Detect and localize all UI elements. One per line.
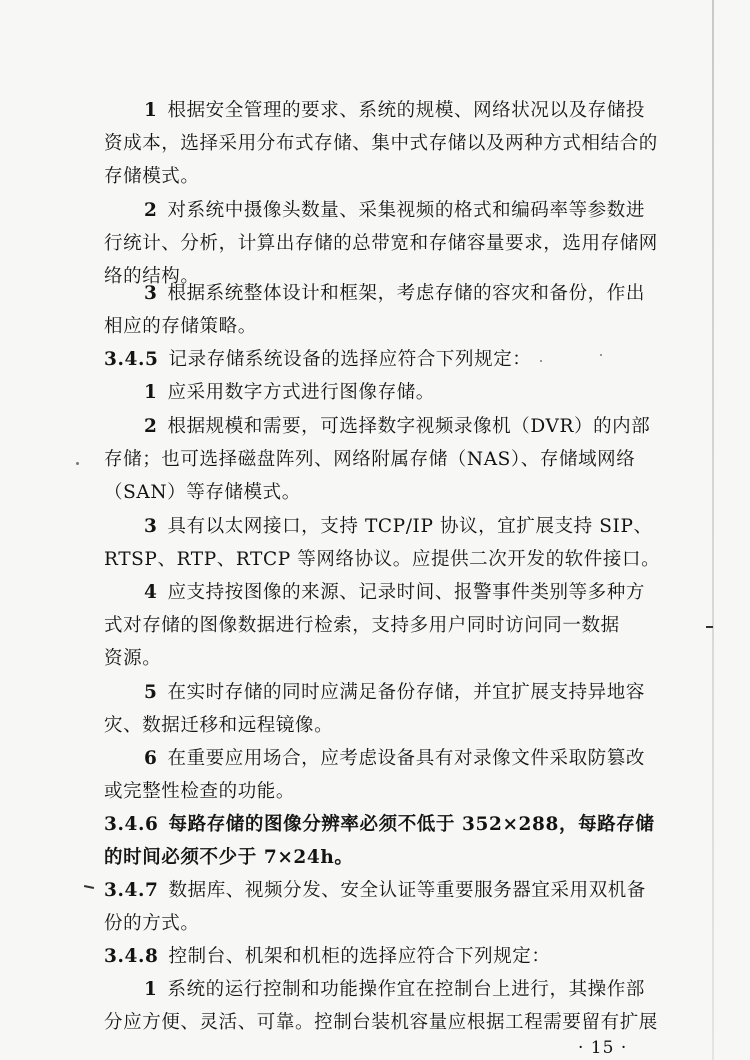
clause-number: 3.4.7 (104, 880, 159, 901)
item-1-line-2 (104, 131, 658, 157)
line-text: 存储；也可选择磁盘阵列、网络附属存储（NAS）、存储域网络 (104, 449, 636, 470)
clause-3-4-5-item-2-line-1 (144, 414, 650, 440)
item-text: 根据规模和需要，可选择数字视频录像机（DVR）的内部 (167, 416, 651, 437)
page-number: · 15 · (578, 1038, 628, 1058)
item-1-line-3 (104, 164, 200, 190)
clause-3-4-5-item-4-line-1 (144, 580, 645, 606)
clause-3-4-5-item-3-line-1 (144, 514, 653, 540)
clause-3-4-8-heading (104, 944, 551, 970)
clause-number: 3.4.6 (104, 814, 159, 835)
item-text: 对系统中摄像头数量、采集视频的格式和编码率等参数进 (167, 200, 645, 221)
item-text: 根据安全管理的要求、系统的规模、网络状况以及存储投 (167, 100, 645, 121)
item-number: 2 (144, 416, 158, 437)
clause-text: 记录存储系统设备的选择应符合下列规定： (168, 349, 532, 370)
item-text: 应支持按图像的来源、记录时间、报警事件类别等多种方 (167, 582, 645, 603)
line-text: 资源。 (104, 648, 162, 669)
line-text: 分应方便、灵活、可靠。控制台装机容量应根据工程需要留有扩展 (104, 1012, 658, 1033)
line-text: 或完整性检查的功能。 (104, 781, 296, 802)
item-1-line-1 (144, 98, 645, 124)
scan-mark (706, 626, 713, 628)
item-text: 根据系统整体设计和框架，考虑存储的容灾和备份，作出 (167, 283, 645, 304)
scan-speck (76, 462, 79, 465)
item-2-line-2 (104, 231, 658, 257)
item-text: 在重要应用场合，应考虑设备具有对录像文件采取防篡改 (167, 748, 645, 769)
clause-text: 数据库、视频分发、安全认证等重要服务器宜采用双机备 (168, 880, 647, 901)
line-text: 份的方式。 (104, 913, 200, 934)
clause-3-4-5-item-3-line-2 (104, 547, 660, 573)
item-number: 5 (144, 682, 158, 703)
line-text: RTSP、RTP、RTCP 等网络协议。应提供二次开发的软件接口。 (104, 549, 661, 570)
line-text: 资成本，选择采用分布式存储、集中式存储以及两种方式相结合的 (104, 133, 658, 154)
item-3-line-1 (144, 281, 645, 307)
clause-3-4-5-item-2-line-3 (104, 480, 301, 506)
clause-3-4-5-item-6-line-2 (104, 779, 295, 805)
clause-3-4-5-heading (104, 347, 531, 373)
item-number: 3 (144, 516, 158, 537)
clause-3-4-6-line-2 (104, 845, 354, 871)
item-text: 应采用数字方式进行图像存储。 (167, 382, 435, 403)
item-text: 系统的运行控制和功能操作宜在控制台上进行，其操作部 (167, 979, 645, 1000)
clause-number: 3.4.5 (104, 349, 159, 370)
item-2-line-1 (144, 198, 645, 224)
clause-3-4-5-item-5-line-1 (144, 680, 645, 706)
item-number: 6 (144, 748, 158, 769)
item-text: 具有以太网接口，支持 TCP/IP 协议，宜扩展支持 SIP、 (167, 516, 653, 537)
clause-3-4-5-item-6-line-1 (144, 746, 645, 772)
scan-mark (84, 885, 94, 889)
item-3-line-2 (104, 314, 257, 340)
item-number: 2 (144, 200, 158, 221)
clause-number: 3.4.8 (104, 946, 159, 967)
line-text: （SAN）等存储模式。 (104, 482, 301, 503)
item-number: 1 (144, 382, 158, 403)
item-number: 4 (144, 582, 158, 603)
clause-3-4-5-item-1 (144, 380, 435, 406)
scan-speck (600, 354, 602, 356)
page-edge-shadow (712, 0, 714, 1060)
clause-text: 控制台、机架和机柜的选择应符合下列规定： (168, 946, 551, 967)
clause-3-4-5-item-4-line-3 (104, 646, 161, 672)
line-text: 存储模式。 (104, 166, 200, 187)
clause-3-4-5-item-4-line-2 (104, 613, 620, 639)
item-number: 1 (144, 979, 158, 1000)
scan-speck (540, 360, 542, 362)
clause-3-4-5-item-2-line-2 (104, 447, 635, 473)
item-number: 3 (144, 283, 158, 304)
line-text: 络的结构。 (104, 266, 200, 287)
line-text: 式对存储的图像数据进行检索，支持多用户同时访问同一数据 (104, 615, 620, 636)
clause-3-4-8-item-1-line-2 (104, 1010, 658, 1036)
item-number: 1 (144, 100, 158, 121)
clause-3-4-7-line-2 (104, 911, 200, 937)
clause-3-4-8-item-1-line-1 (144, 977, 645, 1003)
line-text: 行统计、分析，计算出存储的总带宽和存储容量要求，选用存储网 (104, 233, 658, 254)
line-text: 的时间必须不少于 7×24h。 (104, 847, 354, 868)
line-text: 灾、数据迁移和远程镜像。 (104, 715, 334, 736)
clause-3-4-7-line-1 (104, 878, 646, 904)
line-text: 相应的存储策略。 (104, 316, 257, 337)
clause-3-4-6-line-1 (104, 812, 654, 838)
item-text: 在实时存储的同时应满足备份存储，并宜扩展支持异地容 (167, 682, 645, 703)
clause-text: 每路存储的图像分辨率必须不低于 352×288，每路存储 (168, 814, 655, 835)
clause-3-4-5-item-5-line-2 (104, 713, 333, 739)
